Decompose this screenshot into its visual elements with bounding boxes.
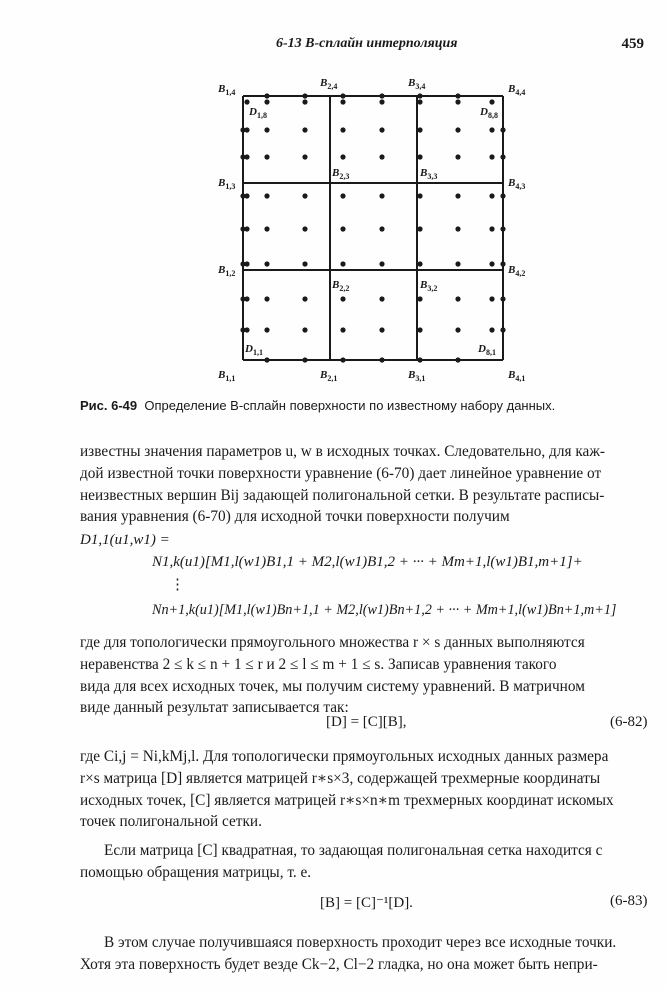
edge-point <box>455 93 460 98</box>
data-point <box>455 327 460 332</box>
edge-point <box>500 127 505 132</box>
data-point <box>417 296 422 301</box>
data-point <box>340 261 345 266</box>
edge-point <box>240 296 245 301</box>
edge-point <box>240 327 245 332</box>
data-point <box>264 327 269 332</box>
data-point <box>417 327 422 332</box>
edge-point <box>340 93 345 98</box>
data-point <box>302 99 307 104</box>
label-D81: $D_{8,1}$ <box>478 343 496 357</box>
data-point <box>340 327 345 332</box>
data-point <box>379 127 384 132</box>
data-point <box>455 154 460 159</box>
data-point <box>489 127 494 132</box>
label-B21: $B_{2,1}$ <box>320 369 338 383</box>
paragraph-5 <box>80 932 664 976</box>
line: Если матрица [C] квадратная, то задающая полигональная сетка находится с <box>104 842 603 859</box>
data-point <box>455 99 460 104</box>
data-point <box>489 296 494 301</box>
data-point <box>302 127 307 132</box>
data-point <box>264 193 269 198</box>
edge-point <box>240 226 245 231</box>
edge-point <box>379 93 384 98</box>
label-B23: $B_{2,3}$ <box>332 167 350 181</box>
edge-point <box>500 226 505 231</box>
data-point <box>379 296 384 301</box>
edge-point <box>264 93 269 98</box>
line: исходных точек, [C] является матрицей r∗s×n∗m трехмерных координат искомых <box>80 791 614 809</box>
data-point <box>417 127 422 132</box>
label-D18: $D_{1,8}$ <box>249 106 267 120</box>
edge-point <box>302 93 307 98</box>
edge-point <box>264 357 269 362</box>
edge-point <box>500 327 505 332</box>
edge-point <box>417 93 422 98</box>
line: В этом случае получившаяся поверхность проходит через все исходные точки. <box>104 934 617 951</box>
line: неравенства 2 ≤ k ≤ n + 1 ≤ r и 2 ≤ l ≤ m + 1 ≤ s. Записав уравнения такого <box>80 655 557 673</box>
line: виде данный результат записывается так: <box>80 699 349 717</box>
paragraph-4 <box>80 840 664 884</box>
edge-point <box>379 357 384 362</box>
data-point <box>302 193 307 198</box>
data-point <box>489 99 494 104</box>
line: r×s матрица [D] является матрицей r∗s×3, содержащей трехмерные координаты <box>80 769 601 787</box>
data-point <box>379 154 384 159</box>
data-point <box>455 226 460 231</box>
equation-vdots: ⋮ <box>170 577 185 593</box>
caption-label: Рис. 6-49 <box>80 398 138 413</box>
equation-6-82: [D] = [C][B], <box>326 714 407 730</box>
data-point <box>417 154 422 159</box>
line: где Ci,j = Ni,kMj,l. Для топологически прямоугольных исходных данных размера <box>80 748 609 765</box>
data-point <box>264 154 269 159</box>
label-B22: $B_{2,2}$ <box>332 279 350 293</box>
label-B43: $B_{4,3}$ <box>508 177 526 191</box>
label-B32: $B_{3,2}$ <box>420 279 438 293</box>
data-point <box>264 226 269 231</box>
data-point <box>455 193 460 198</box>
equation-6-83: [B] = [C]⁻¹[D]. <box>320 895 413 911</box>
line: помощью обращения матрицы, т. е. <box>80 863 312 881</box>
data-point <box>264 296 269 301</box>
figure-caption <box>80 398 555 413</box>
data-point <box>489 261 494 266</box>
label-D88: $D_{8,8}$ <box>480 106 498 120</box>
paragraph-3 <box>80 746 664 833</box>
line: неизвестных вершин Bij задающей полигональной сетки. В результате расписы- <box>80 486 605 504</box>
label-D11: $D_{1,1}$ <box>245 343 263 357</box>
data-point <box>417 193 422 198</box>
data-point <box>379 193 384 198</box>
line: известны значения параметров u, w в исходных точках. Следовательно, для каж- <box>80 443 605 460</box>
data-point <box>379 327 384 332</box>
data-point <box>302 226 307 231</box>
edge-point <box>500 296 505 301</box>
edge-point <box>500 261 505 266</box>
label-B33: $B_{3,3}$ <box>420 167 438 181</box>
data-point <box>417 226 422 231</box>
edge-point <box>500 154 505 159</box>
figure-labels <box>217 77 525 383</box>
edge-point <box>240 193 245 198</box>
line: вида для всех исходных точек, мы получим систему уравнений. В матричном <box>80 677 585 695</box>
label-B14: $B_{1,4}$ <box>218 83 236 97</box>
label-B11: $B_{1,1}$ <box>218 369 236 383</box>
data-point <box>264 261 269 266</box>
data-point <box>340 193 345 198</box>
line: точек полигональной сетки. <box>80 813 262 831</box>
edge-point <box>240 261 245 266</box>
data-point <box>340 127 345 132</box>
data-point <box>489 226 494 231</box>
data-point <box>340 226 345 231</box>
label-B24: $B_{2,4}$ <box>320 77 338 91</box>
equation-row-1: N1,k(u1)[M1,l(w1)B1,1 + M2,l(w1)B1,2 + ··· + Mm+1,l(w1)B1,m+1]+ <box>152 554 583 570</box>
edge-point <box>240 127 245 132</box>
line: где для топологически прямоугольного множества r × s данных выполняются <box>80 634 585 651</box>
equation-number-6-82: (6-82) <box>610 714 648 730</box>
data-point <box>417 99 422 104</box>
caption-text: Определение B-сплайн поверхности по известному набору данных. <box>144 398 556 413</box>
data-point <box>264 99 269 104</box>
data-point <box>455 261 460 266</box>
data-point <box>417 261 422 266</box>
edge-point <box>240 154 245 159</box>
polygon-net <box>243 96 503 360</box>
running-header: 6-13 B-сплайн интерполяция <box>276 36 458 51</box>
data-point <box>489 193 494 198</box>
line: дой известной точки поверхности уравнение (6-70) дает линейное уравнение от <box>80 464 602 482</box>
data-point <box>379 261 384 266</box>
edge-point <box>417 357 422 362</box>
edge-point <box>302 357 307 362</box>
data-point <box>264 127 269 132</box>
line: вания уравнения (6-70) для исходной точки поверхности получим <box>80 508 510 526</box>
data-point <box>244 99 249 104</box>
data-point <box>302 327 307 332</box>
label-B42: $B_{4,2}$ <box>508 264 526 278</box>
paragraph-1 <box>80 441 664 528</box>
data-point <box>379 99 384 104</box>
data-point <box>379 226 384 231</box>
data-point <box>340 99 345 104</box>
data-points <box>240 93 505 362</box>
data-point <box>302 296 307 301</box>
bspline-grid-figure <box>0 0 666 400</box>
data-point <box>302 154 307 159</box>
data-point <box>455 296 460 301</box>
label-B13: $B_{1,3}$ <box>218 177 236 191</box>
equation-number-6-83: (6-83) <box>610 893 648 909</box>
label-B34: $B_{3,4}$ <box>408 77 426 91</box>
line: Хотя эта поверхность будет везде Ck−2, Cl−2 гладка, но она может быть непри- <box>80 955 598 973</box>
data-point <box>340 296 345 301</box>
data-point <box>489 154 494 159</box>
edge-point <box>500 193 505 198</box>
label-B31: $B_{3,1}$ <box>408 369 426 383</box>
data-point <box>340 154 345 159</box>
equation-lhs: D1,1(u1,w1) = <box>80 532 170 548</box>
label-B44: $B_{4,4}$ <box>508 83 526 97</box>
equation-row-n: Nn+1,k(u1)[M1,l(w1)Bn+1,1 + M2,l(w1)Bn+1,2 + ··· + Mm+1,l(w1)Bn+1,m+1] <box>152 602 617 618</box>
data-point <box>455 127 460 132</box>
data-point <box>489 327 494 332</box>
label-B12: $B_{1,2}$ <box>218 264 236 278</box>
paragraph-2 <box>80 632 664 719</box>
edge-point <box>455 357 460 362</box>
label-B41: $B_{4,1}$ <box>508 369 526 383</box>
edge-point <box>340 357 345 362</box>
page-number: 459 <box>621 36 644 52</box>
data-point <box>302 261 307 266</box>
